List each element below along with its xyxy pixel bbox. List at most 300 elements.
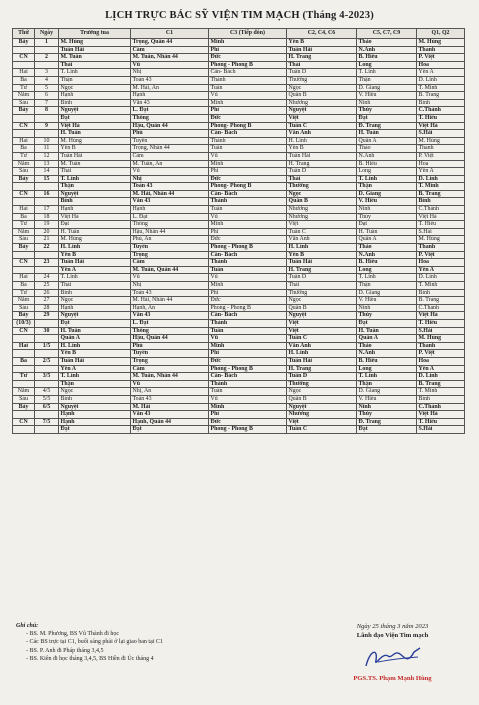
table-cell: Hoa — [417, 357, 465, 365]
table-row — [13, 168, 465, 176]
table-cell: V. Hiếu — [357, 297, 417, 305]
table-cell: Thanh — [417, 145, 465, 153]
table-cell — [35, 365, 59, 373]
table-cell: Thông — [131, 114, 209, 122]
table-row — [13, 122, 465, 130]
table-cell: Tuấn — [209, 84, 287, 92]
table-cell: D. Linh — [417, 373, 465, 381]
table-cell: Ngọc — [287, 190, 357, 198]
table-cell: Nhị — [131, 175, 209, 183]
table-cell: Thanh — [417, 244, 465, 252]
table-cell: Cần- Bách — [209, 251, 287, 259]
table-cell: Văn 43 — [131, 198, 209, 206]
table-cell: Tuấn D — [287, 69, 357, 77]
table-cell: 23 — [35, 259, 59, 267]
table-cell: Phú — [131, 130, 209, 138]
table-cell: Hoa — [417, 259, 465, 267]
table-row — [13, 418, 465, 426]
table-cell: Hạnh, An — [131, 304, 209, 312]
table-row — [13, 175, 465, 183]
table-cell: Phi — [209, 411, 287, 419]
table-cell: M. Hải, Nhân 44 — [131, 190, 209, 198]
table-cell: Việt Hà — [59, 213, 131, 221]
table-cell: B. Trang — [417, 190, 465, 198]
signature-org: Lãnh đạo Viện Tim mạch — [356, 632, 429, 639]
table-row — [13, 282, 465, 290]
table-cell: Nhị — [131, 282, 209, 290]
table-cell: Thanh — [417, 342, 465, 350]
table-cell: Tuấn Hải — [59, 152, 131, 160]
table-cell — [13, 380, 35, 388]
table-cell: Hoa — [417, 61, 465, 69]
table-cell: 26 — [35, 289, 59, 297]
table-cell: Thủy — [357, 107, 417, 115]
table-row — [13, 183, 465, 191]
table-cell: Thủy — [357, 411, 417, 419]
table-cell: Hậu, Quân 44 — [131, 122, 209, 130]
table-cell: H. Linh — [59, 342, 131, 350]
note-item: - Các BS trực tại C1, buổi sáng phải ở lại giao ban tại C1 — [26, 638, 316, 646]
table-row — [13, 274, 465, 282]
table-cell: Quân A — [59, 335, 131, 343]
table-cell: Hạnh — [131, 92, 209, 100]
table-cell: Nguyệt — [287, 403, 357, 411]
table-cell: Đức — [209, 54, 287, 62]
table-cell: Yến A — [417, 266, 465, 274]
column-header: C1 — [131, 29, 209, 39]
table-cell — [35, 266, 59, 274]
table-cell: Nguyệt — [59, 107, 131, 115]
table-cell: Đạt — [59, 319, 131, 327]
table-cell: 7 — [35, 99, 59, 107]
table-cell: Thảo — [357, 39, 417, 47]
table-cell: M. Tuấn, An — [131, 160, 209, 168]
table-cell: CN — [13, 122, 35, 130]
table-cell: 22 — [35, 244, 59, 252]
table-cell: Thành — [209, 137, 287, 145]
table-cell: D. Giang — [357, 84, 417, 92]
table-cell: Năm — [13, 92, 35, 100]
table-cell: Sáu — [13, 168, 35, 176]
table-row — [13, 130, 465, 138]
table-cell: 4/5 — [35, 388, 59, 396]
table-cell: Cẩm — [131, 259, 209, 267]
table-cell: Tư — [13, 221, 35, 229]
table-cell: CN — [13, 54, 35, 62]
table-cell: Nhị, An — [131, 388, 209, 396]
table-row — [13, 403, 465, 411]
table-cell: Tuấn — [209, 206, 287, 214]
table-cell: Tuấn Hải — [287, 46, 357, 54]
table-cell: Bình — [417, 99, 465, 107]
table-row — [13, 76, 465, 84]
table-cell: Thận — [357, 380, 417, 388]
table-cell: Nhị — [131, 69, 209, 77]
table-cell: Đạt — [357, 426, 417, 434]
table-cell: Bảy — [13, 175, 35, 183]
table-cell: Bình — [59, 289, 131, 297]
table-cell: Tư — [13, 289, 35, 297]
table-cell: Toàn 43 — [131, 183, 209, 191]
table-cell: P. Việt — [417, 152, 465, 160]
table-cell: Đạt — [59, 114, 131, 122]
table-cell: Văn 43 — [131, 411, 209, 419]
table-cell — [13, 350, 35, 358]
table-cell: Việt — [287, 327, 357, 335]
table-cell: Tuấn — [209, 388, 287, 396]
table-cell: Vũ — [209, 274, 287, 282]
table-row — [13, 312, 465, 320]
table-cell: Thái — [59, 282, 131, 290]
table-cell: Ngọc — [59, 297, 131, 305]
table-row — [13, 190, 465, 198]
table-cell: Thảo — [357, 145, 417, 153]
table-row — [13, 259, 465, 267]
table-cell: Tuấn Hải — [59, 357, 131, 365]
notes-list — [16, 630, 316, 663]
table-cell: Thông — [131, 221, 209, 229]
column-header: C2, C4, C6 — [287, 29, 357, 39]
table-cell: B. Hiếu — [357, 357, 417, 365]
table-cell: Vũ — [209, 152, 287, 160]
table-cell: 1 — [35, 39, 59, 47]
table-cell: Hậu, Nhân 44 — [131, 228, 209, 236]
table-row — [13, 137, 465, 145]
table-cell: H. Tuấn — [59, 228, 131, 236]
table-cell: 24 — [35, 274, 59, 282]
table-cell: M. Hùng — [59, 137, 131, 145]
table-cell: Năm — [13, 160, 35, 168]
table-cell: Ninh — [357, 304, 417, 312]
table-cell: H. Linh — [287, 244, 357, 252]
table-cell: D. Linh — [417, 274, 465, 282]
table-row — [13, 342, 465, 350]
table-cell: D. Giang — [357, 388, 417, 396]
table-cell: D. Giang — [357, 190, 417, 198]
table-cell: Yến B — [287, 145, 357, 153]
table-cell: Ba — [13, 76, 35, 84]
table-cell: 30 — [35, 327, 59, 335]
table-cell: Thái — [287, 175, 357, 183]
table-cell: B. Trang — [417, 92, 465, 100]
table-cell: (10/3) — [13, 319, 35, 327]
table-cell: M. Hùng — [417, 236, 465, 244]
table-row — [13, 69, 465, 77]
table-cell: Toàn 43 — [131, 395, 209, 403]
table-cell: Bảy — [13, 244, 35, 252]
table-cell — [35, 251, 59, 259]
table-cell: Vũ — [209, 92, 287, 100]
table-cell: Ba — [13, 145, 35, 153]
table-cell — [35, 426, 59, 434]
table-cell: Toàn 43 — [131, 76, 209, 84]
table-cell: L. Đạt — [131, 107, 209, 115]
table-cell: Thận — [357, 183, 417, 191]
table-cell: 4 — [35, 76, 59, 84]
table-cell: Cần- Bách — [209, 69, 287, 77]
table-cell: 21 — [35, 236, 59, 244]
table-cell: Tuấn — [209, 266, 287, 274]
table-cell: Nguyệt — [59, 403, 131, 411]
table-cell: Thường — [287, 289, 357, 297]
table-cell — [35, 350, 59, 358]
table-cell: Hai — [13, 342, 35, 350]
table-row — [13, 319, 465, 327]
table-cell — [35, 319, 59, 327]
table-cell: 28 — [35, 304, 59, 312]
table-cell: Tuấn C — [287, 122, 357, 130]
table-cell: Tuyền — [131, 244, 209, 252]
table-cell: Long — [357, 365, 417, 373]
table-cell: 27 — [35, 297, 59, 305]
table-row — [13, 198, 465, 206]
table-cell: Ninh — [357, 403, 417, 411]
table-cell: 2/5 — [35, 357, 59, 365]
table-cell: Bình — [59, 395, 131, 403]
table-cell: Tuấn Hải — [287, 259, 357, 267]
table-cell: T. Hiếu — [417, 114, 465, 122]
table-cell: Ba — [13, 213, 35, 221]
table-cell: V. Hiếu — [357, 92, 417, 100]
table-cell: CN — [13, 190, 35, 198]
table-cell: Phi — [209, 289, 287, 297]
table-cell: H. Linh — [287, 137, 357, 145]
table-cell: Thái — [59, 168, 131, 176]
table-cell: 1/5 — [35, 342, 59, 350]
table-cell: Việt Hà — [417, 213, 465, 221]
table-cell: N.Anh — [357, 350, 417, 358]
table-cell: 18 — [35, 213, 59, 221]
notes-title: Ghi chú: — [16, 623, 39, 629]
table-row — [13, 251, 465, 259]
table-cell: Đức — [209, 418, 287, 426]
table-cell: 12 — [35, 152, 59, 160]
table-cell: Văn 43 — [131, 312, 209, 320]
table-row — [13, 395, 465, 403]
table-cell: Minh — [209, 403, 287, 411]
table-cell: Đạt — [357, 114, 417, 122]
table-cell — [35, 380, 59, 388]
table-cell: T. Linh — [59, 69, 131, 77]
table-row — [13, 426, 465, 434]
table-cell: Phong - Phong B — [209, 304, 287, 312]
note-item: - BS. P. Anh đi Pháp tháng 3,4,5 — [26, 647, 316, 655]
table-cell: Văn 43 — [131, 99, 209, 107]
table-cell: Bình — [417, 289, 465, 297]
column-header: Ngày — [35, 29, 59, 39]
table-cell — [35, 198, 59, 206]
table-cell: Quân B — [287, 92, 357, 100]
table-cell: Yến A — [59, 266, 131, 274]
table-cell: Tuấn — [209, 327, 287, 335]
table-cell: Ba — [13, 357, 35, 365]
table-cell: Đạt — [59, 426, 131, 434]
table-cell: Quân A — [357, 137, 417, 145]
table-cell: L. Đạt — [131, 319, 209, 327]
table-cell: Hạnh — [131, 206, 209, 214]
table-cell: Thành — [209, 76, 287, 84]
page-title: LỊCH TRỰC BÁC SỸ VIỆN TIM MẠCH (Tháng 4-2023) — [105, 10, 374, 21]
table-cell: 17 — [35, 206, 59, 214]
table-cell: N.Anh — [357, 46, 417, 54]
table-cell: Tuyền — [131, 137, 209, 145]
table-cell: Đức — [209, 357, 287, 365]
table-cell: Thường — [287, 76, 357, 84]
table-cell: Ngọc — [287, 297, 357, 305]
table-cell: P. Việt — [417, 54, 465, 62]
table-cell: 6 — [35, 92, 59, 100]
table-cell: Đạt — [59, 221, 131, 229]
table-cell: D. Linh — [417, 175, 465, 183]
table-cell: Thường — [287, 380, 357, 388]
table-cell: Minh — [209, 160, 287, 168]
table-cell — [35, 335, 59, 343]
table-cell — [13, 426, 35, 434]
table-cell: Phú, An — [131, 236, 209, 244]
table-cell: Yến A — [59, 365, 131, 373]
table-cell: Tuyền — [131, 350, 209, 358]
table-cell: T. Linh — [59, 373, 131, 381]
table-cell: Đức — [209, 114, 287, 122]
table-cell: T. Minh — [417, 388, 465, 396]
table-cell: Nhương — [287, 206, 357, 214]
table-cell: Tuấn D — [287, 274, 357, 282]
table-cell: 3 — [35, 69, 59, 77]
table-cell: 29 — [35, 312, 59, 320]
table-cell: Long — [357, 168, 417, 176]
table-row — [13, 357, 465, 365]
table-cell: P. Việt — [417, 251, 465, 259]
table-cell: 19 — [35, 221, 59, 229]
table-cell: Minh — [209, 342, 287, 350]
table-cell: Minh — [209, 282, 287, 290]
signature-scribble-icon — [348, 642, 438, 672]
table-cell: Thái — [287, 61, 357, 69]
table-row — [13, 304, 465, 312]
table-cell: Nguyệt — [287, 312, 357, 320]
table-cell: M. Tuấn — [59, 160, 131, 168]
table-cell: 25 — [35, 282, 59, 290]
table-row — [13, 327, 465, 335]
table-cell: 2 — [35, 54, 59, 62]
table-cell: T. Hiếu — [417, 319, 465, 327]
table-cell: B. Hiếu — [357, 54, 417, 62]
table-cell: Đ. Trang — [357, 122, 417, 130]
table-cell: B. Trang — [417, 297, 465, 305]
table-cell: Quân B — [287, 304, 357, 312]
table-cell: Nguyệt — [287, 107, 357, 115]
table-cell: Nhương — [287, 411, 357, 419]
table-cell: T. Hiếu — [417, 418, 465, 426]
table-cell: Bình — [417, 198, 465, 206]
table-cell: Ba — [13, 282, 35, 290]
table-cell: Cần- Bách — [209, 130, 287, 138]
table-cell: 9 — [35, 122, 59, 130]
table-cell: T. Linh — [59, 175, 131, 183]
table-cell: Yến B — [59, 350, 131, 358]
table-cell: CN — [13, 418, 35, 426]
table-cell: Văn Anh — [287, 342, 357, 350]
table-cell — [35, 114, 59, 122]
table-cell: Yến B — [59, 251, 131, 259]
table-cell: Phi — [209, 168, 287, 176]
table-cell: Cẩm — [131, 46, 209, 54]
table-row — [13, 350, 465, 358]
table-cell — [13, 114, 35, 122]
table-cell: Tuấn Hải — [287, 152, 357, 160]
table-cell: Minh — [209, 99, 287, 107]
table-cell: Bảy — [13, 39, 35, 47]
table-cell: Đạt — [357, 221, 417, 229]
table-cell: M. Tuấn, Quân 44 — [131, 266, 209, 274]
signer-name: PGS.TS. Phạm Mạnh Hùng — [353, 675, 432, 682]
table-row — [13, 54, 465, 62]
table-cell: N.Anh — [357, 152, 417, 160]
column-header: Trưởng tua — [59, 29, 131, 39]
table-cell: Tuấn D — [287, 168, 357, 176]
note-item: - BS. Kiên đi học tháng 3,4,5, BS Hiền đi Úc tháng 4 — [26, 655, 316, 663]
table-cell: 14 — [35, 168, 59, 176]
table-cell: Thành — [209, 380, 287, 388]
table-cell: Tuấn C — [287, 426, 357, 434]
column-header: C3 (Tiếp đón) — [209, 29, 287, 39]
table-row — [13, 388, 465, 396]
table-cell: H. Linh — [287, 350, 357, 358]
table-cell: Hạnh — [59, 206, 131, 214]
table-cell: H. Tuấn — [357, 327, 417, 335]
table-cell: Thông — [131, 327, 209, 335]
notes-section — [16, 622, 316, 663]
table-cell: Hậu, Quân 44 — [131, 335, 209, 343]
table-cell: Việt Hà — [417, 411, 465, 419]
column-header: Q1, Q2 — [417, 29, 465, 39]
column-header: Thứ — [13, 29, 35, 39]
table-cell: M. Hùng — [417, 335, 465, 343]
table-cell: 5 — [35, 84, 59, 92]
table-row — [13, 46, 465, 54]
table-row — [13, 39, 465, 47]
table-cell — [13, 411, 35, 419]
table-row — [13, 236, 465, 244]
table-row — [13, 335, 465, 343]
table-cell: M. Hải, Nhân 44 — [131, 297, 209, 305]
table-cell: C.Thành — [417, 206, 465, 214]
table-cell — [13, 46, 35, 54]
table-row — [13, 160, 465, 168]
table-row — [13, 228, 465, 236]
table-row — [13, 99, 465, 107]
table-cell: T. Minh — [417, 282, 465, 290]
table-cell: Yến B — [287, 39, 357, 47]
table-cell: Yến B — [59, 145, 131, 153]
table-cell: M. Tuấn, Nhân 44 — [131, 54, 209, 62]
table-cell: Việt Hà — [417, 312, 465, 320]
table-cell: 5/5 — [35, 395, 59, 403]
table-cell: H. Linh — [59, 244, 131, 252]
table-row — [13, 213, 465, 221]
table-cell: Quân A — [357, 335, 417, 343]
table-cell — [35, 46, 59, 54]
table-cell: S.Hải — [417, 327, 465, 335]
table-cell: T. Linh — [357, 373, 417, 381]
table-row — [13, 365, 465, 373]
table-cell: Ninh — [357, 99, 417, 107]
table-cell: P. Việt — [417, 350, 465, 358]
table-cell: Trọng, Quân 44 — [131, 39, 209, 47]
table-cell: Hai — [13, 137, 35, 145]
table-row — [13, 380, 465, 388]
table-cell: H. Tuấn — [59, 130, 131, 138]
